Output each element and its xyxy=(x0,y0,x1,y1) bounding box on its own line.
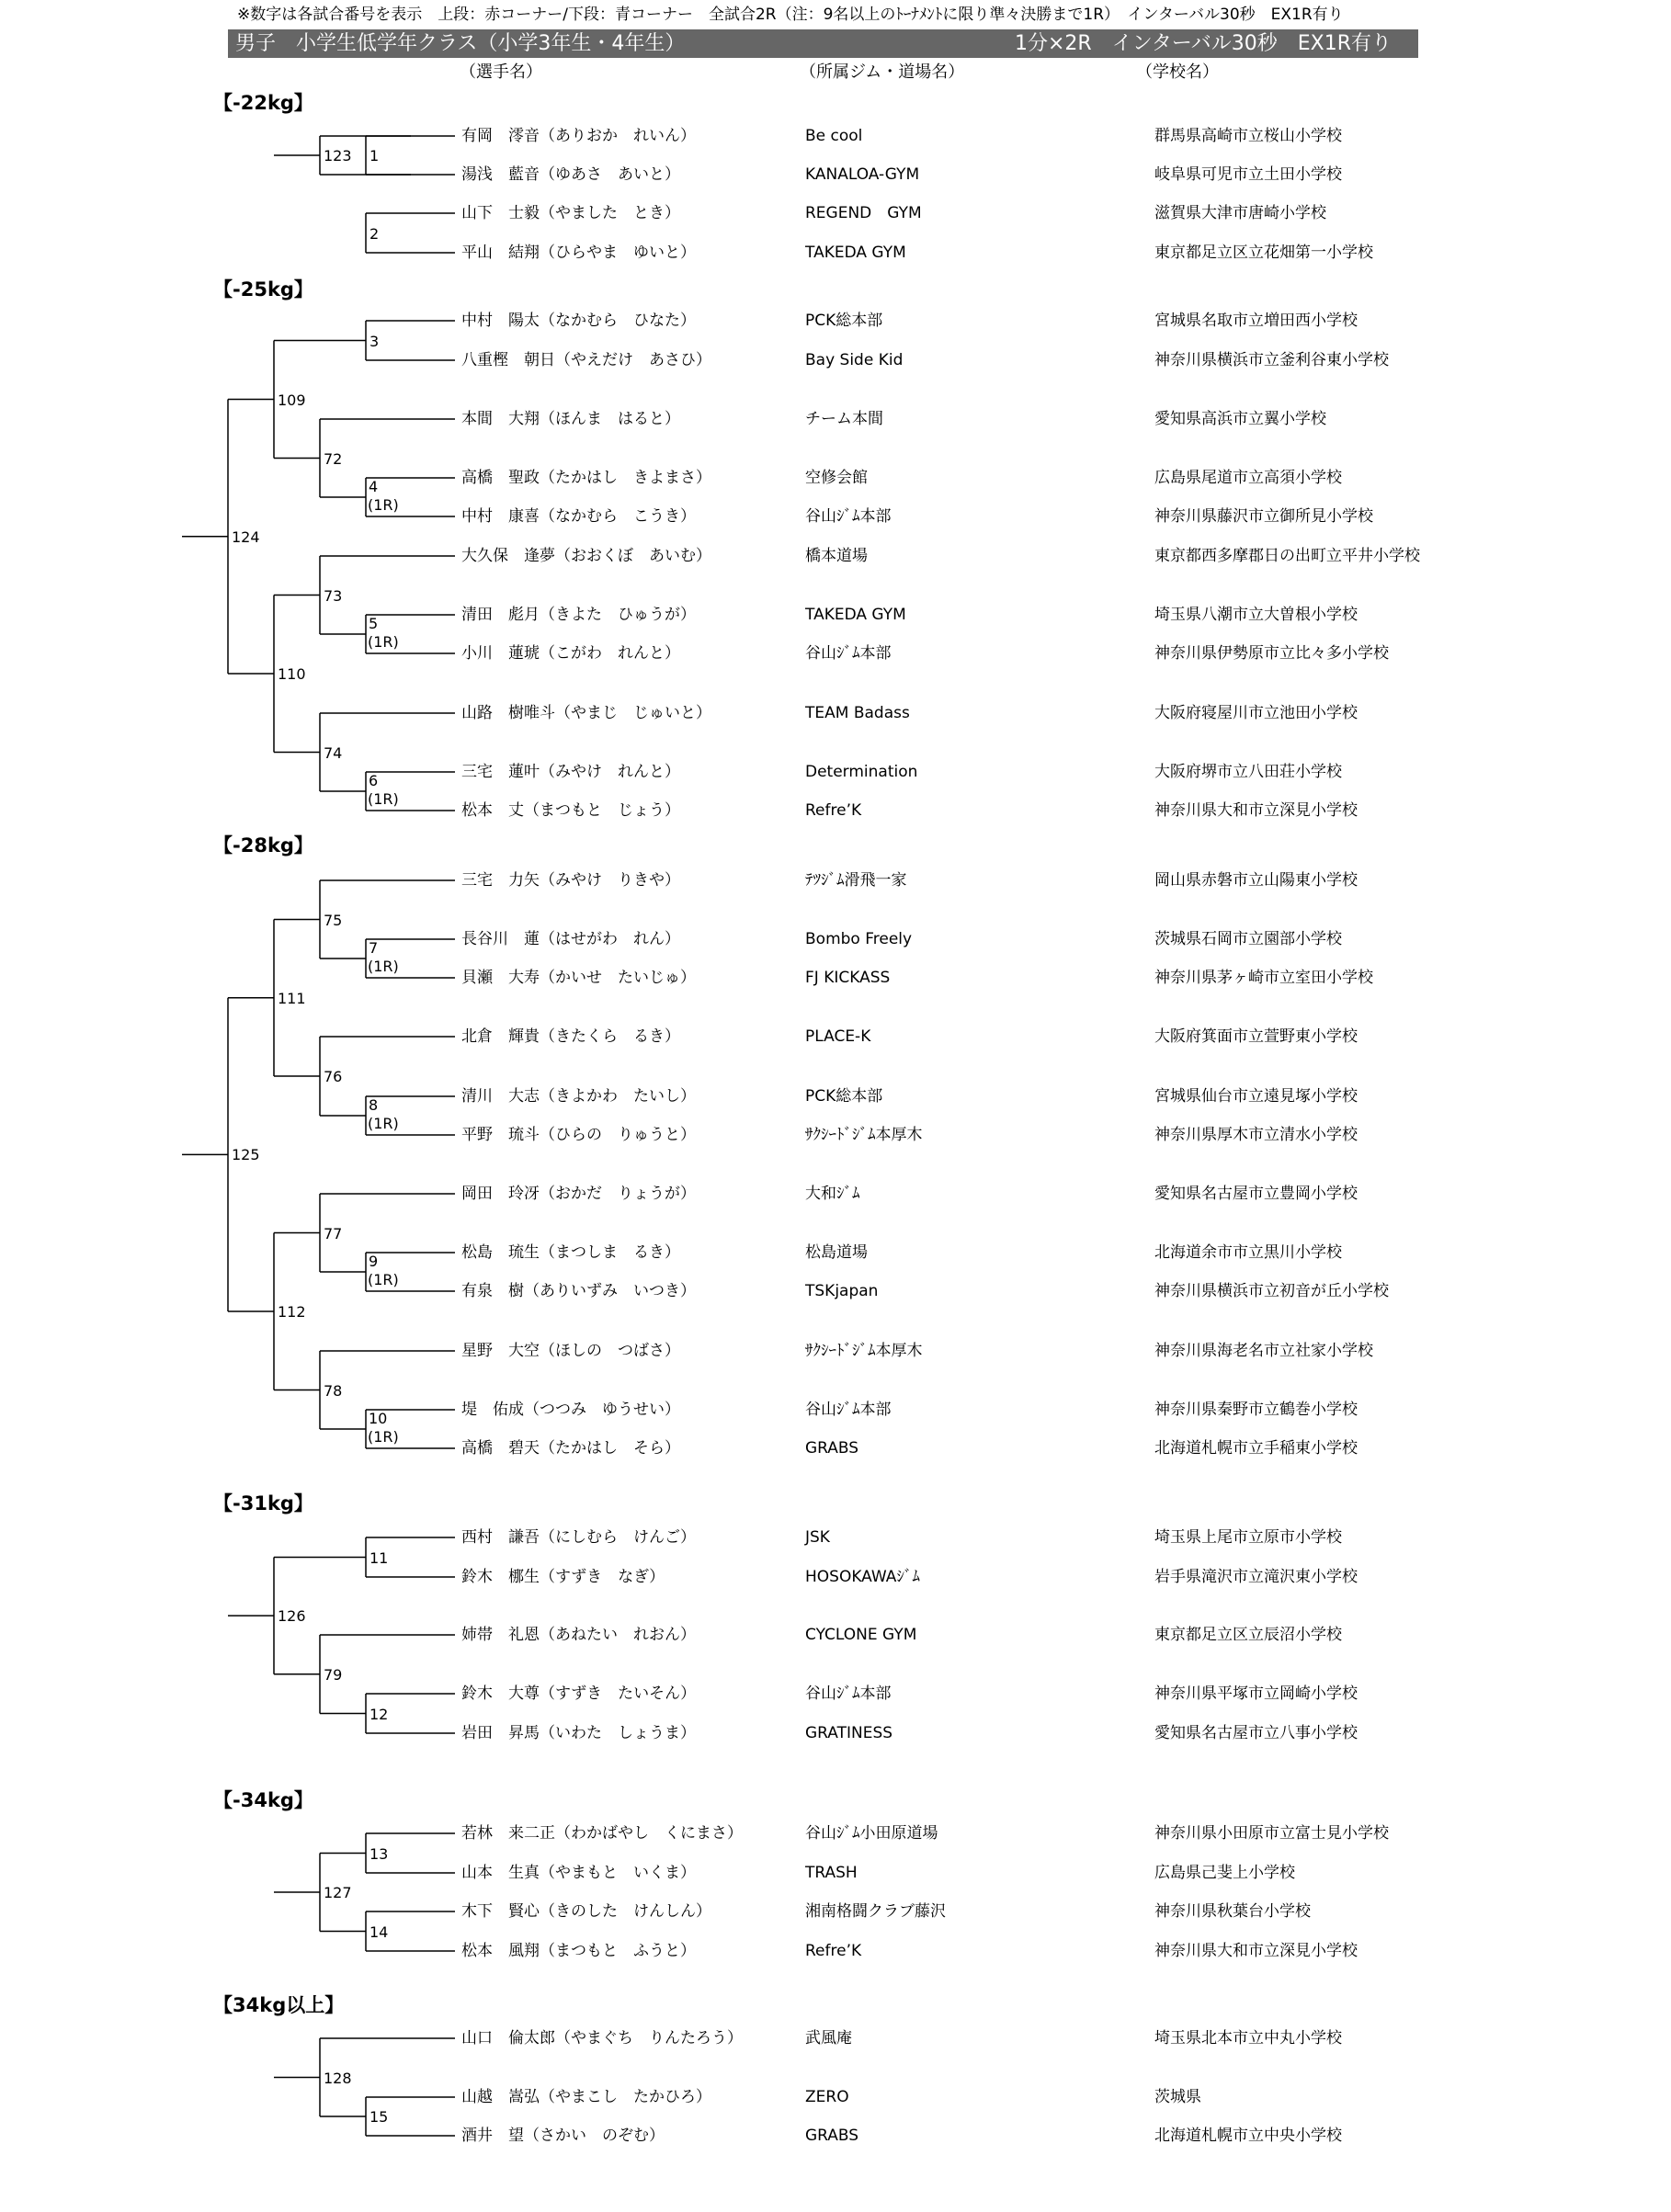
match-number: 5 xyxy=(369,615,379,632)
player-name: 西村 謙吾（にしむら けんご） xyxy=(461,1528,696,1547)
gym-name: 谷山ｼﾞﾑ本部 xyxy=(805,507,892,526)
player-name: 山口 倫太郎（やまぐち りんたろう） xyxy=(461,2029,743,2048)
gym-name: GRATINESS xyxy=(805,1724,893,1742)
class-rules: 1分×2R インターバル30秒 EX1R有り xyxy=(1015,32,1392,55)
school-name: 茨城県 xyxy=(1154,2088,1201,2106)
match-number: 77 xyxy=(324,1224,343,1242)
match-round-note: (1R) xyxy=(368,1271,399,1288)
match-number: 6 xyxy=(369,772,379,789)
match-round-note: (1R) xyxy=(368,1428,399,1446)
match-number: 111 xyxy=(278,989,306,1007)
school-name: 神奈川県大和市立深見小学校 xyxy=(1154,1942,1358,1960)
school-name: 岐阜県可児市立土田小学校 xyxy=(1154,165,1342,184)
gym-name: TEAM Badass xyxy=(805,704,910,722)
gym-name: 橋本道場 xyxy=(805,547,868,565)
match-number: 112 xyxy=(278,1303,306,1321)
gym-name: 武風庵 xyxy=(805,2029,852,2048)
player-name: 木下 賢心（きのした けんしん） xyxy=(461,1902,711,1921)
match-number: 15 xyxy=(369,2108,389,2126)
gym-name: Bombo Freely xyxy=(805,930,913,948)
school-name: 広島県己斐上小学校 xyxy=(1154,1864,1295,1882)
school-name: 大阪府堺市立八田荘小学校 xyxy=(1154,763,1342,781)
gym-name: 谷山ｼﾞﾑ小田原道場 xyxy=(805,1824,938,1843)
match-number: 3 xyxy=(369,332,380,350)
gym-name: Determination xyxy=(805,763,918,781)
match-number: 126 xyxy=(278,1607,306,1626)
school-name: 東京都足立区立辰沼小学校 xyxy=(1154,1626,1342,1644)
school-name: 神奈川県海老名市立社家小学校 xyxy=(1154,1342,1373,1360)
school-name: 群馬県高崎市立桜山小学校 xyxy=(1154,127,1342,145)
gym-name: GRABS xyxy=(805,2127,859,2145)
school-name: 茨城県石岡市立園部小学校 xyxy=(1154,930,1342,948)
gym-name: HOSOKAWAｼﾞﾑ xyxy=(805,1568,920,1586)
gym-name: Refre’K xyxy=(805,1942,862,1960)
division-title: 【-22kg】 xyxy=(213,92,313,114)
player-name: 中村 康喜（なかむら こうき） xyxy=(461,507,696,526)
gym-name: Refre’K xyxy=(805,801,862,820)
gym-name: 湘南格闘クラブ藤沢 xyxy=(805,1902,946,1921)
gym-name: ｻｸｼｰﾄﾞｼﾞﾑ本厚木 xyxy=(805,1342,923,1360)
division-title: 【-34kg】 xyxy=(213,1789,313,1811)
gym-name: GRABS xyxy=(805,1439,859,1458)
column-header-school: （学校名） xyxy=(1136,62,1219,82)
school-name: 神奈川県小田原市立富士見小学校 xyxy=(1154,1824,1389,1843)
gym-name: TSKjapan xyxy=(805,1282,879,1300)
player-name: 鈴木 梛生（すずき なぎ） xyxy=(461,1568,665,1586)
match-number: 7 xyxy=(369,939,379,957)
match-number: 73 xyxy=(324,586,343,605)
gym-name: PCK総本部 xyxy=(805,1087,883,1106)
match-number: 125 xyxy=(232,1146,260,1164)
player-name: 岡田 玲冴（おかだ りょうが） xyxy=(461,1185,696,1203)
match-round-note: (1R) xyxy=(368,790,399,808)
school-name: 大阪府箕面市立萱野東小学校 xyxy=(1154,1027,1358,1046)
match-number: 127 xyxy=(324,1884,352,1901)
player-name: 松本 風翔（まつもと ふうと） xyxy=(461,1942,696,1960)
player-name: 山路 樹唯斗（やまじ じゅいと） xyxy=(461,704,711,722)
school-name: 神奈川県秋葉台小学校 xyxy=(1154,1902,1311,1921)
school-name: 神奈川県横浜市立釜利谷東小学校 xyxy=(1154,351,1389,369)
column-header-gym: （所属ジム・道場名） xyxy=(800,62,965,82)
player-name: 本間 大翔（ほんま はると） xyxy=(461,410,680,428)
match-number: 4 xyxy=(369,478,379,495)
player-name: 松本 丈（まつもと じょう） xyxy=(461,801,680,820)
match-number: 9 xyxy=(369,1253,379,1270)
school-name: 神奈川県茅ヶ崎市立室田小学校 xyxy=(1154,969,1373,987)
player-name: 湯浅 藍音（ゆあさ あいと） xyxy=(461,165,680,184)
school-name: 神奈川県平塚市立岡崎小学校 xyxy=(1154,1685,1358,1703)
match-number: 10 xyxy=(369,1410,388,1427)
match-round-note: (1R) xyxy=(368,496,399,514)
player-name: 三宅 蓮叶（みやけ れんと） xyxy=(461,763,680,781)
player-name: 星野 大空（ほしの つばさ） xyxy=(461,1342,680,1360)
match-number: 74 xyxy=(324,743,343,762)
gym-name: PLACE-K xyxy=(805,1027,871,1046)
player-name: 北倉 輝貴（きたくら るき） xyxy=(461,1027,680,1046)
gym-name: CYCLONE GYM xyxy=(805,1626,917,1644)
match-number: 14 xyxy=(369,1923,389,1941)
gym-name: Be cool xyxy=(805,127,863,145)
player-name: 高橋 碧天（たかはし そら） xyxy=(461,1439,680,1458)
match-round-note: (1R) xyxy=(368,633,399,651)
player-name: 鈴木 大尊（すずき たいそん） xyxy=(461,1685,697,1703)
school-name: 神奈川県大和市立深見小学校 xyxy=(1154,801,1358,820)
player-name: 姉帯 礼恩（あねたい れおん） xyxy=(461,1626,696,1644)
gym-name: JSK xyxy=(805,1528,830,1547)
school-name: 岩手県滝沢市立滝沢東小学校 xyxy=(1154,1568,1358,1586)
match-number: 76 xyxy=(324,1068,343,1085)
school-name: 北海道札幌市立手稲東小学校 xyxy=(1154,1439,1358,1458)
gym-name: 谷山ｼﾞﾑ本部 xyxy=(805,1685,892,1703)
player-name: 清川 大志（きよかわ たいし） xyxy=(461,1087,696,1106)
school-name: 神奈川県伊勢原市立比々多小学校 xyxy=(1154,644,1389,663)
gym-name: 谷山ｼﾞﾑ本部 xyxy=(805,644,892,663)
player-name: 八重樫 朝日（やえだけ あさひ） xyxy=(461,351,711,369)
gym-name: ZERO xyxy=(805,2088,849,2106)
gym-name: 大和ｼﾞﾑ xyxy=(805,1185,860,1203)
player-name: 平山 結翔（ひらやま ゆいと） xyxy=(461,244,696,262)
school-name: 埼玉県北本市立中丸小学校 xyxy=(1154,2029,1342,2048)
gym-name: ｻｸｼｰﾄﾞｼﾞﾑ本厚木 xyxy=(805,1126,923,1144)
player-name: 岩田 昇馬（いわた しょうま） xyxy=(461,1724,696,1742)
school-name: 埼玉県上尾市立原市小学校 xyxy=(1154,1528,1342,1547)
school-name: 北海道札幌市立中央小学校 xyxy=(1154,2127,1342,2145)
player-name: 貝瀬 大寿（かいせ たいじゅ） xyxy=(461,969,696,987)
school-name: 宮城県仙台市立遠見塚小学校 xyxy=(1154,1087,1358,1106)
gym-name: TAKEDA GYM xyxy=(805,606,906,624)
school-name: 大阪府寝屋川市立池田小学校 xyxy=(1154,704,1358,722)
match-round-note: (1R) xyxy=(368,958,399,975)
match-number: 128 xyxy=(324,2069,352,2087)
gym-name: Bay Side Kid xyxy=(805,351,904,369)
player-name: 山本 生真（やまもと いくま） xyxy=(461,1864,696,1882)
player-name: 若林 来二正（わかばやし くにまさ） xyxy=(461,1824,743,1843)
column-header-player: （選手名） xyxy=(460,62,542,82)
school-name: 広島県尾道市立高須小学校 xyxy=(1154,469,1342,487)
player-name: 平野 琉斗（ひらの りゅうと） xyxy=(461,1126,696,1144)
player-name: 有泉 樹（ありいずみ いつき） xyxy=(461,1282,696,1300)
school-name: 岡山県赤磐市立山陽東小学校 xyxy=(1154,871,1358,890)
division-title: 【-28kg】 xyxy=(213,834,313,856)
match-number: 72 xyxy=(324,449,343,468)
player-name: 長谷川 蓮（はせがわ れん） xyxy=(461,930,680,948)
gym-name: 谷山ｼﾞﾑ本部 xyxy=(805,1401,892,1419)
top-note: ※数字は各試合番号を表示 上段：赤コーナー/下段：青コーナー 全試合2R（注：9名以上のﾄｰﾅﾒﾝﾄに限り準々決勝まで1R） インターバル30秒 EX1R有り xyxy=(237,6,1344,24)
gym-name: ﾃﾂｼﾞﾑ滑飛一家 xyxy=(805,871,907,890)
match-number: 11 xyxy=(369,1548,389,1567)
division-title: 【-31kg】 xyxy=(213,1492,313,1514)
gym-name: 松島道場 xyxy=(805,1243,868,1262)
gym-name: TAKEDA GYM xyxy=(805,244,906,262)
school-name: 愛知県名古屋市立八事小学校 xyxy=(1154,1724,1358,1742)
match-number: 78 xyxy=(324,1381,343,1400)
school-name: 宮城県名取市立増田西小学校 xyxy=(1154,312,1358,330)
school-name: 滋賀県大津市唐崎小学校 xyxy=(1154,204,1326,222)
match-number: 2 xyxy=(369,224,380,243)
match-number: 123 xyxy=(324,147,352,164)
match-number: 75 xyxy=(324,911,343,929)
match-number: 1 xyxy=(369,147,380,164)
school-name: 神奈川県秦野市立鶴巻小学校 xyxy=(1154,1401,1358,1419)
match-number: 13 xyxy=(369,1844,389,1863)
gym-name: REGEND GYM xyxy=(805,204,922,222)
match-round-note: (1R) xyxy=(368,1115,399,1132)
division-title: 【-25kg】 xyxy=(213,278,313,301)
class-title: 男子 小学生低学年クラス（小学3年生・4年生） xyxy=(235,32,686,55)
match-number: 79 xyxy=(324,1665,343,1684)
match-number: 109 xyxy=(278,391,306,409)
gym-name: PCK総本部 xyxy=(805,312,883,330)
player-name: 清田 彪月（きよた ひゅうが） xyxy=(461,606,696,624)
school-name: 愛知県高浜市立翼小学校 xyxy=(1154,410,1326,428)
player-name: 山越 嵩弘（やまこし たかひろ） xyxy=(461,2088,711,2106)
player-name: 酒井 望（さかい のぞむ） xyxy=(461,2127,665,2145)
player-name: 有岡 澪音（ありおか れいん） xyxy=(461,127,696,145)
school-name: 神奈川県横浜市立初音が丘小学校 xyxy=(1154,1282,1389,1300)
gym-name: FJ KICKASS xyxy=(805,969,891,987)
gym-name: 空修会館 xyxy=(805,469,868,487)
player-name: 高橋 聖政（たかはし きよまさ） xyxy=(461,469,711,487)
player-name: 小川 蓮琥（こがわ れんと） xyxy=(461,644,680,663)
player-name: 三宅 力矢（みやけ りきや） xyxy=(461,871,680,890)
school-name: 愛知県名古屋市立豊岡小学校 xyxy=(1154,1185,1358,1203)
school-name: 東京都西多摩郡日の出町立平井小学校 xyxy=(1154,547,1420,565)
gym-name: KANALOA-GYM xyxy=(805,165,920,184)
school-name: 東京都足立区立花畑第一小学校 xyxy=(1154,244,1373,262)
gym-name: TRASH xyxy=(805,1864,858,1882)
player-name: 堤 佑成（つつみ ゆうせい） xyxy=(461,1401,680,1419)
player-name: 中村 陽太（なかむら ひなた） xyxy=(461,312,696,330)
player-name: 松島 琉生（まつしま るき） xyxy=(461,1243,680,1262)
player-name: 大久保 逢夢（おおくぼ あいむ） xyxy=(461,547,711,565)
player-name: 山下 士毅（やました とき） xyxy=(461,204,680,222)
match-number: 124 xyxy=(232,527,260,546)
school-name: 神奈川県藤沢市立御所見小学校 xyxy=(1154,507,1373,526)
match-number: 12 xyxy=(369,1705,389,1723)
gym-name: チーム本間 xyxy=(805,410,883,428)
match-number: 110 xyxy=(278,665,306,683)
school-name: 埼玉県八潮市立大曽根小学校 xyxy=(1154,606,1358,624)
match-number: 8 xyxy=(369,1096,379,1114)
school-name: 神奈川県厚木市立清水小学校 xyxy=(1154,1126,1358,1144)
school-name: 北海道余市市立黒川小学校 xyxy=(1154,1243,1342,1262)
division-title: 【34kg以上】 xyxy=(213,1994,345,2016)
